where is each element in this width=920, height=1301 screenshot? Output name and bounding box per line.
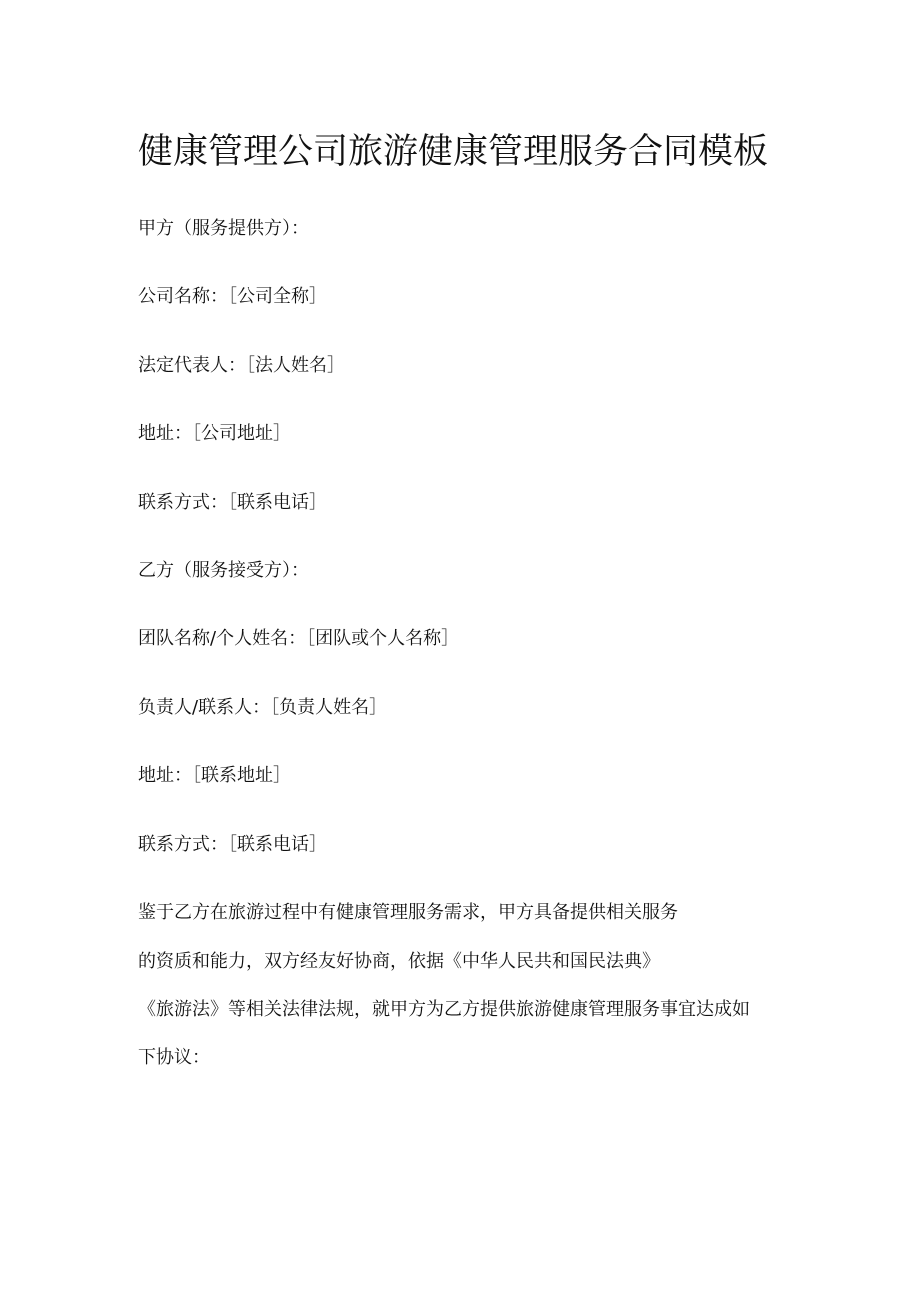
party-b-contact: 联系方式：［联系电话］ [138, 834, 327, 855]
preamble-line-2: 的资质和能力，双方经友好协商，依据《中华人民共和国民法典》 [138, 951, 660, 972]
preamble-line-4: 下协议： [138, 1047, 210, 1068]
party-b-team-name: 团队名称/个人姓名：［团队或个人名称］ [138, 628, 460, 649]
party-a-heading: 甲方（服务提供方）： [138, 218, 309, 239]
document-title: 健康管理公司旅游健康管理服务合同模板 [138, 132, 769, 172]
party-a-company-name: 公司名称：［公司全称］ [138, 286, 327, 307]
party-a-contact: 联系方式：［联系电话］ [138, 492, 327, 513]
party-b-heading: 乙方（服务接受方）： [138, 560, 309, 581]
preamble-line-1: 鉴于乙方在旅游过程中有健康管理服务需求，甲方具备提供相关服务 [138, 902, 678, 923]
party-b-address: 地址：［联系地址］ [138, 765, 291, 786]
preamble-line-3: 《旅游法》等相关法律法规，就甲方为乙方提供旅游健康管理服务事宜达成如 [138, 999, 750, 1020]
party-a-address: 地址：［公司地址］ [138, 423, 291, 444]
party-a-legal-representative: 法定代表人：［法人姓名］ [138, 355, 345, 376]
party-b-principal: 负责人/联系人：［负责人姓名］ [138, 697, 388, 718]
